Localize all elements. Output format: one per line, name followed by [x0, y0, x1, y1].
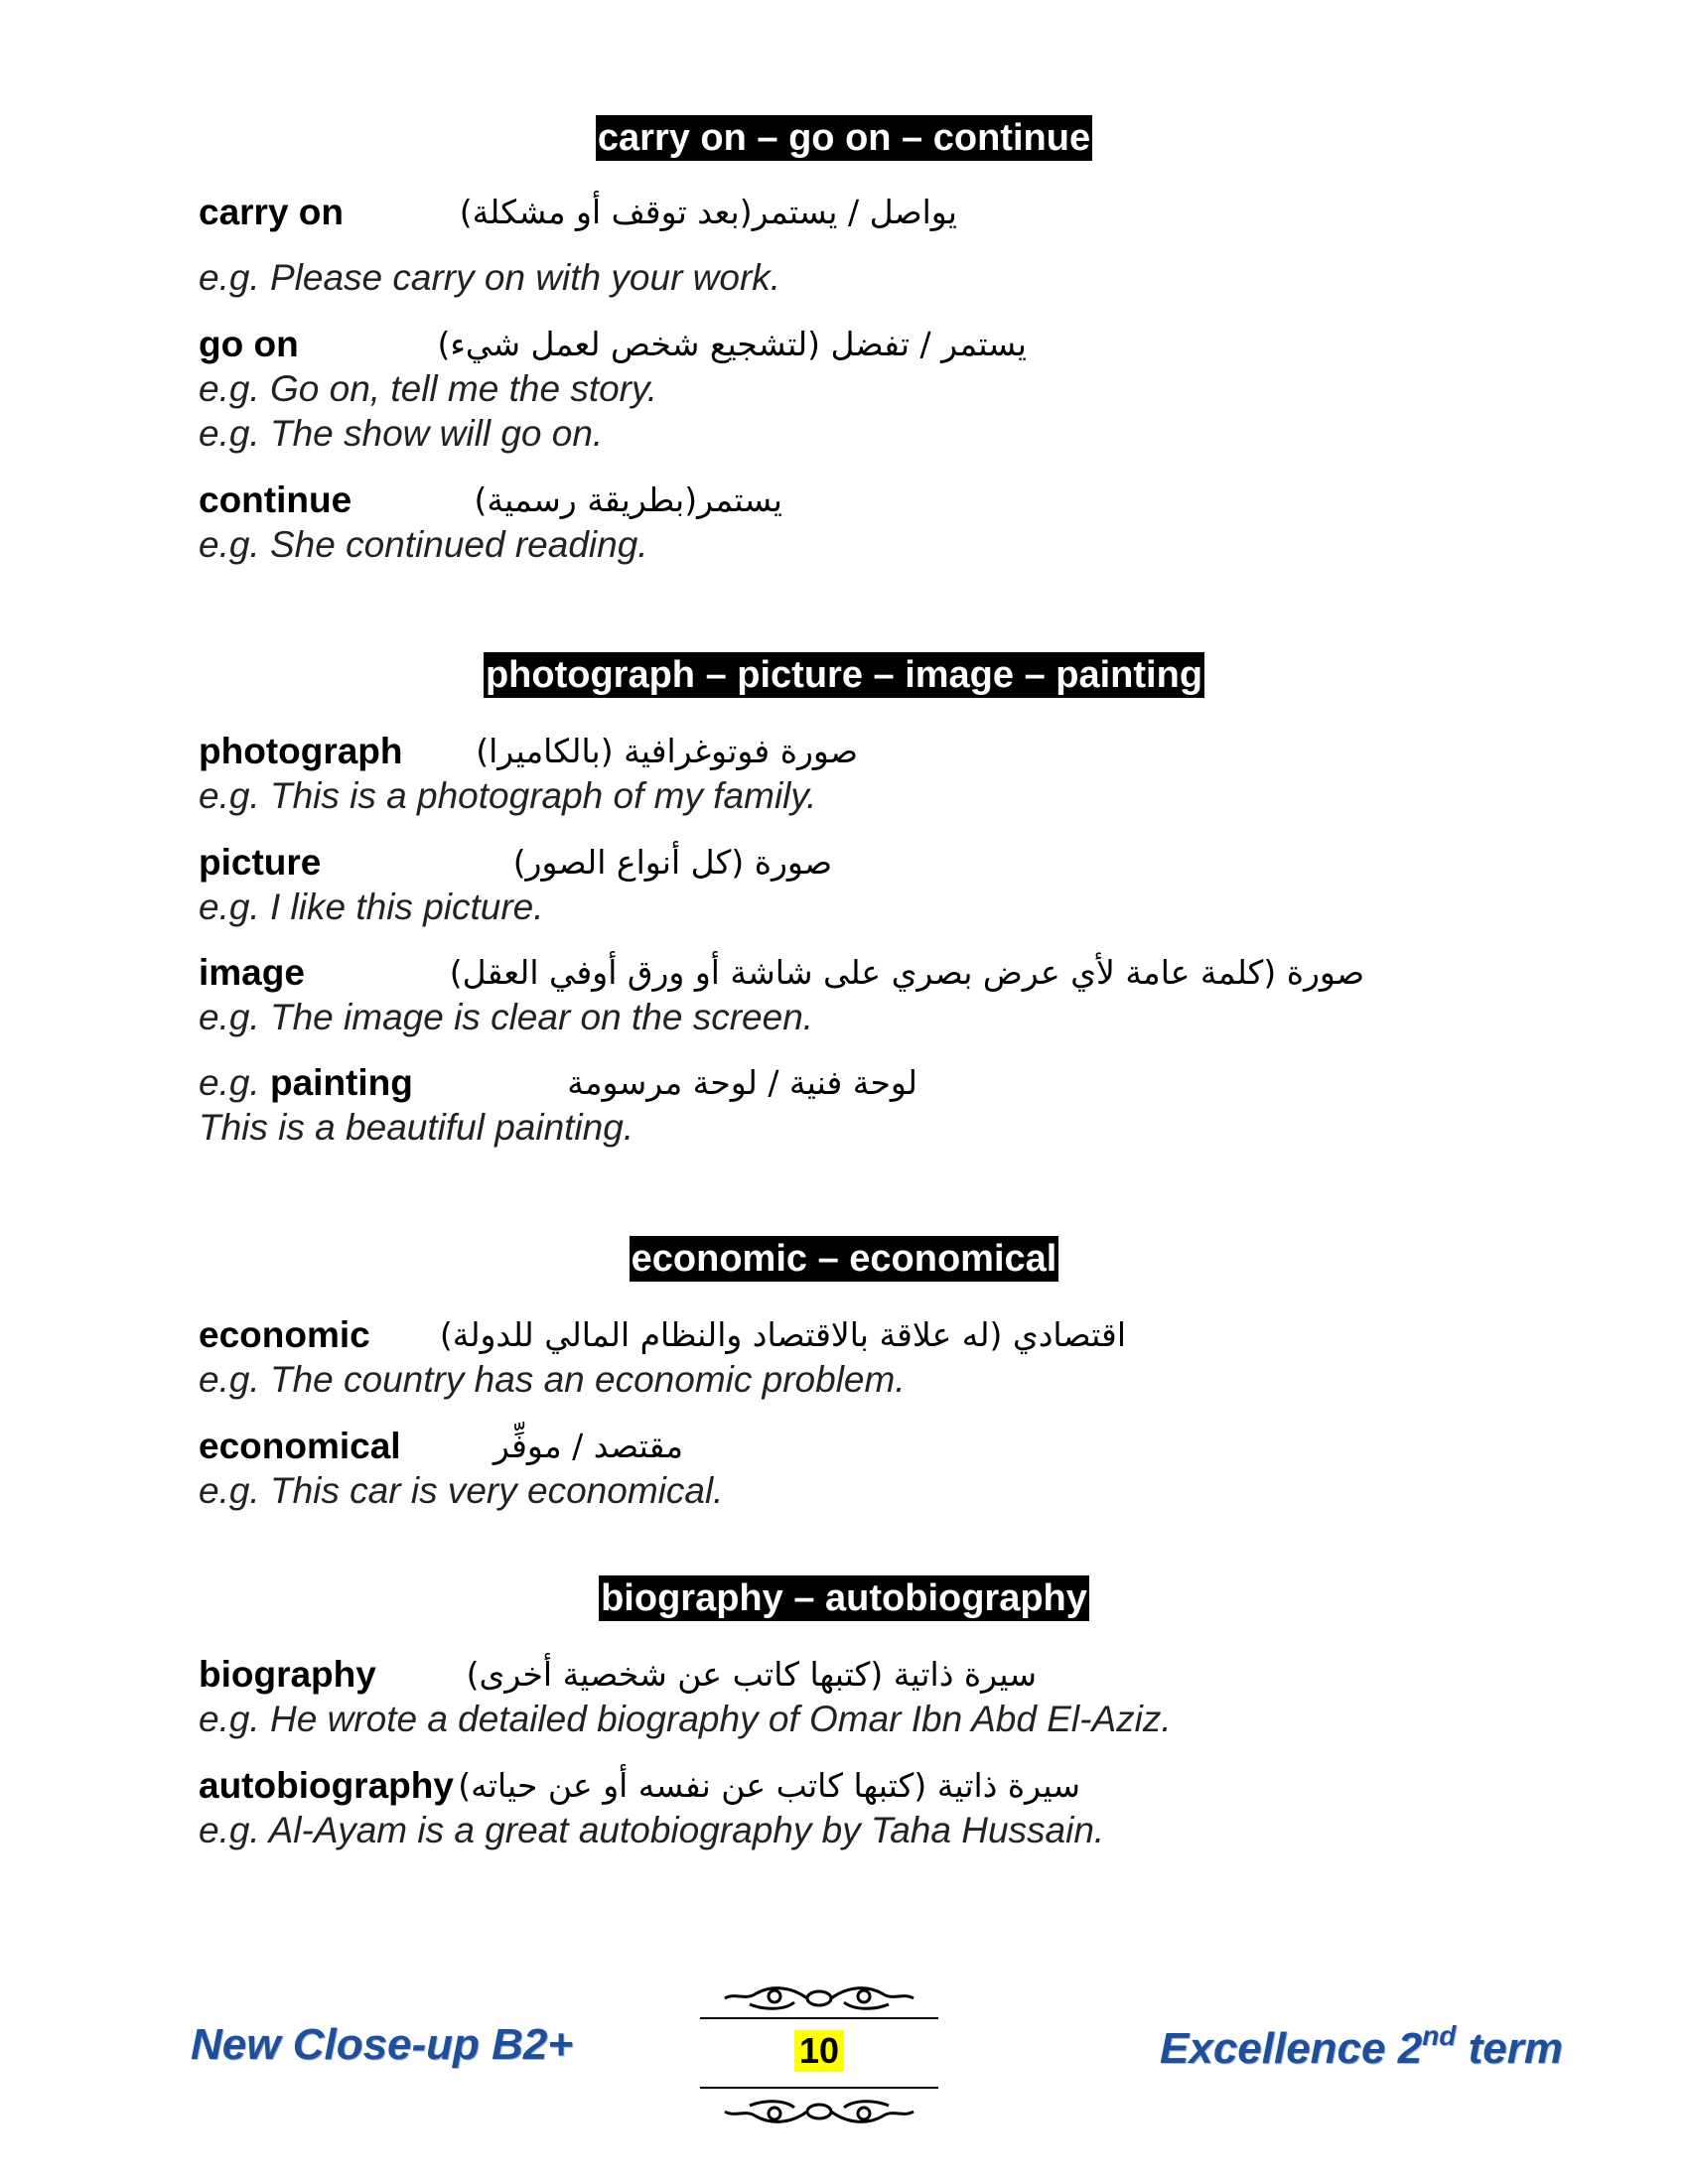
arabic-meaning: صورة (كلمة عامة لأي عرض بصري على شاشة أو ورق أوفي العقل)	[449, 953, 1364, 992]
arabic-meaning: لوحة فنية / لوحة مرسومة	[567, 1063, 917, 1102]
example: e.g. He wrote a detailed biography of Omar Ibn Abd El-Aziz.	[199, 1699, 1172, 1739]
term: biography	[199, 1654, 376, 1695]
arabic-meaning: صورة فوتوغرافية (بالكاميرا)	[476, 732, 858, 770]
term: image	[199, 952, 305, 993]
section-heading: biography – autobiography	[601, 1577, 1087, 1619]
arabic-meaning: يستمر(بطريقة رسمية)	[474, 480, 782, 519]
page-number: 10	[794, 2030, 844, 2072]
arabic-meaning: سيرة ذاتية (كتبها كاتب عن نفسه أو عن حياته)	[458, 1766, 1080, 1805]
arabic-meaning: اقتصادي (له علاقة بالاقتصاد والنظام المالي للدولة)	[439, 1315, 1126, 1354]
example: e.g. This car is very economical.	[199, 1470, 724, 1511]
arabic-meaning: مقتصد / موفِّر	[492, 1427, 683, 1465]
term: economical	[199, 1426, 401, 1466]
example: e.g. This is a photograph of my family.	[199, 775, 817, 816]
example: This is a beautiful painting.	[199, 1107, 634, 1148]
section-heading: economic – economical	[631, 1238, 1057, 1280]
edition-label: Excellence 2nd term	[1160, 2020, 1564, 2073]
term: continue	[199, 479, 352, 520]
example: e.g. I like this picture.	[199, 887, 544, 927]
example: e.g. Please carry on with your work.	[199, 257, 781, 298]
example: e.g. The country has an economic problem.	[199, 1359, 906, 1400]
term-word: painting	[270, 1062, 413, 1103]
term: economic	[199, 1314, 370, 1355]
term-prefix: e.g.	[199, 1062, 260, 1103]
term	[199, 1061, 413, 1105]
arabic-meaning: يستمر / تفضل (لتشجيع شخص لعمل شيء)	[437, 325, 1027, 363]
section-heading: photograph – picture – image – painting	[485, 654, 1203, 696]
section-heading: carry on – go on – continue	[597, 117, 1091, 159]
example: e.g. The image is clear on the screen.	[199, 997, 814, 1037]
example: e.g. Al-Ayam is a great autobiography by Taha Hussain.	[199, 1810, 1105, 1850]
arabic-meaning: سيرة ذاتية (كتبها كاتب عن شخصية أخرى)	[466, 1655, 1037, 1694]
example: e.g. She continued reading.	[199, 524, 648, 565]
term: go on	[199, 324, 299, 364]
term: photograph	[199, 731, 403, 771]
term: autobiography	[199, 1765, 454, 1806]
example: e.g. The show will go on.	[199, 413, 604, 454]
arabic-meaning: صورة (كل أنواع الصور)	[512, 843, 832, 882]
term: picture	[199, 842, 322, 883]
arabic-meaning: يواصل / يستمر(بعد توقف أو مشكلة)	[459, 193, 957, 231]
book-title: New Close-up B2+	[191, 2020, 574, 2069]
example: e.g. Go on, tell me the story.	[199, 368, 658, 409]
term: carry on	[199, 192, 345, 232]
